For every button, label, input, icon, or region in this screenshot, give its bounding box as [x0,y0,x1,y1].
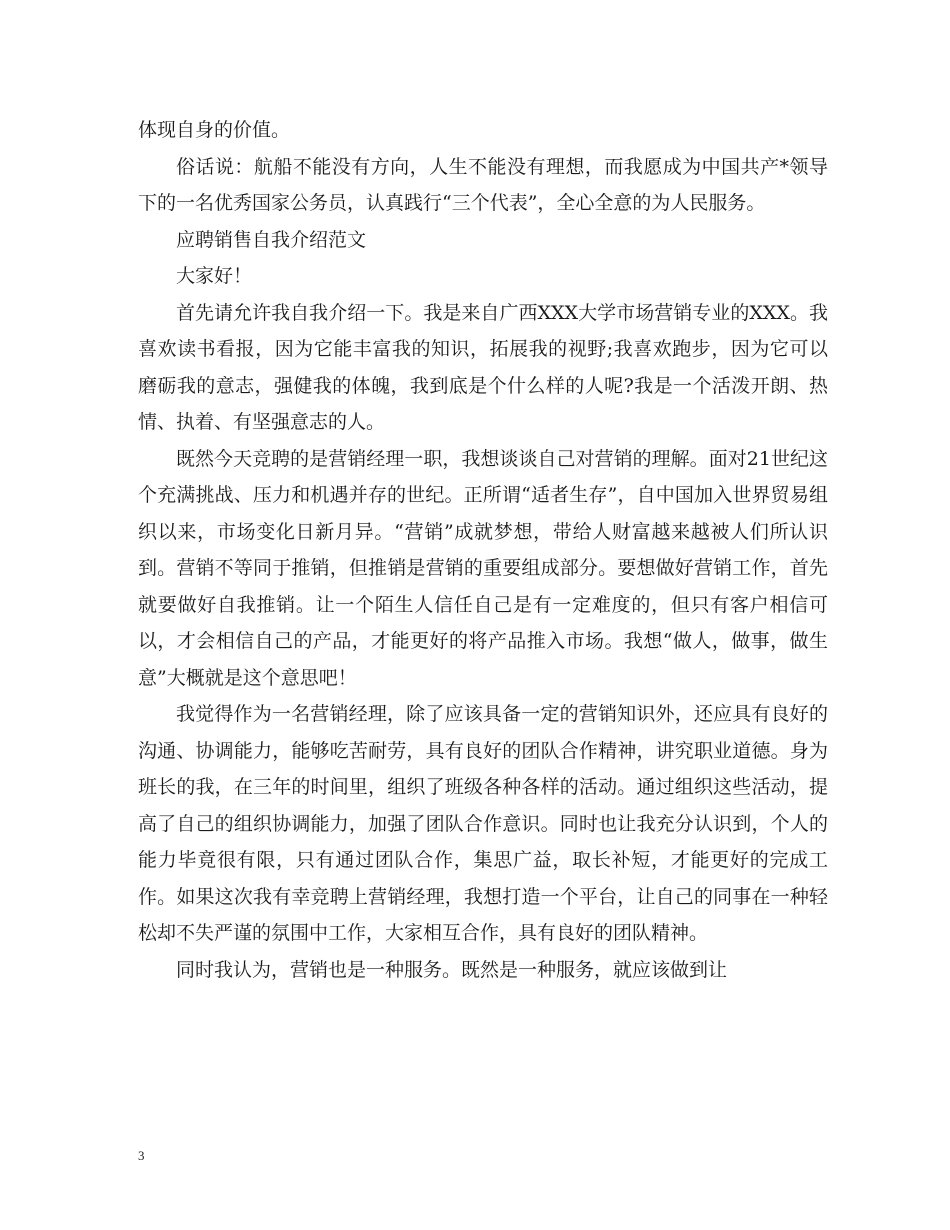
page-number: 3 [138,1148,145,1163]
paragraph-introduction: 首先请允许我自我介绍一下。我是来自广西XXX大学市场营销专业的XXX。我喜欢读书看报，因为它能丰富我的知识，拓展我的视野;我喜欢跑步，因为它可以磨砺我的意志，强健我的体魄，我到底是个什么样的人呢?我是一个活泼开朗、热情、执着、有坚强意志的人。 [138,301,828,433]
document-body [138,112,828,988]
paragraph-manager-qualities: 我觉得作为一名营销经理，除了应该具备一定的营销知识外，还应具有良好的沟通、协调能力，能够吃苦耐劳，具有良好的团队合作精神，讲究职业道德。身为班长的我，在三年的时间里，组织了班级各种各样的活动。通过组织这些活动，提高了自己的组织协调能力，加强了团队合作意识。同时也让我充分认识到，个人的能力毕竟很有限，只有通过团队合作，集思广益，取长补短，才能更好的完成工作。如果这次我有幸竞聘上营销经理，我想打造一个平台，让自己的同事在一种轻松却不失严谨的氛围中工作，大家相互合作，具有良好的团队精神。 [138,703,828,944]
paragraph-continuation: 体现自身的价值。 [138,119,291,141]
paragraph-proverb: 俗话说：航船不能没有方向，人生不能没有理想，而我愿成为中国共产*领导下的一名优秀国家公务员，认真践行“三个代表”，全心全意的为人民服务。 [138,155,828,214]
paragraph-marketing-understanding: 既然今天竞聘的是营销经理一职，我想谈谈自己对营销的理解。面对21世纪这个充满挑战、压力和机遇并存的世纪。正所谓“适者生存”，自中国加入世界贸易组织以来，市场变化日新月异。“营销”成就梦想，带给人财富越来越被人们所认识到。营销不等同于推销，但推销是营销的重要组成部分。要想做好营销工作，首先就要做好自我推销。让一个陌生人信任自己是有一定难度的，但只有客户相信可以，才会相信自己的产品，才能更好的将产品推入市场。我想“做人，做事，做生意”大概就是这个意思吧！ [138,447,828,689]
section-heading: 应聘销售自我介绍范文 [176,228,367,251]
paragraph-service: 同时我认为，营销也是一种服务。既然是一种服务，就应该做到让 [176,958,728,981]
paragraph-greeting: 大家好！ [176,265,253,287]
